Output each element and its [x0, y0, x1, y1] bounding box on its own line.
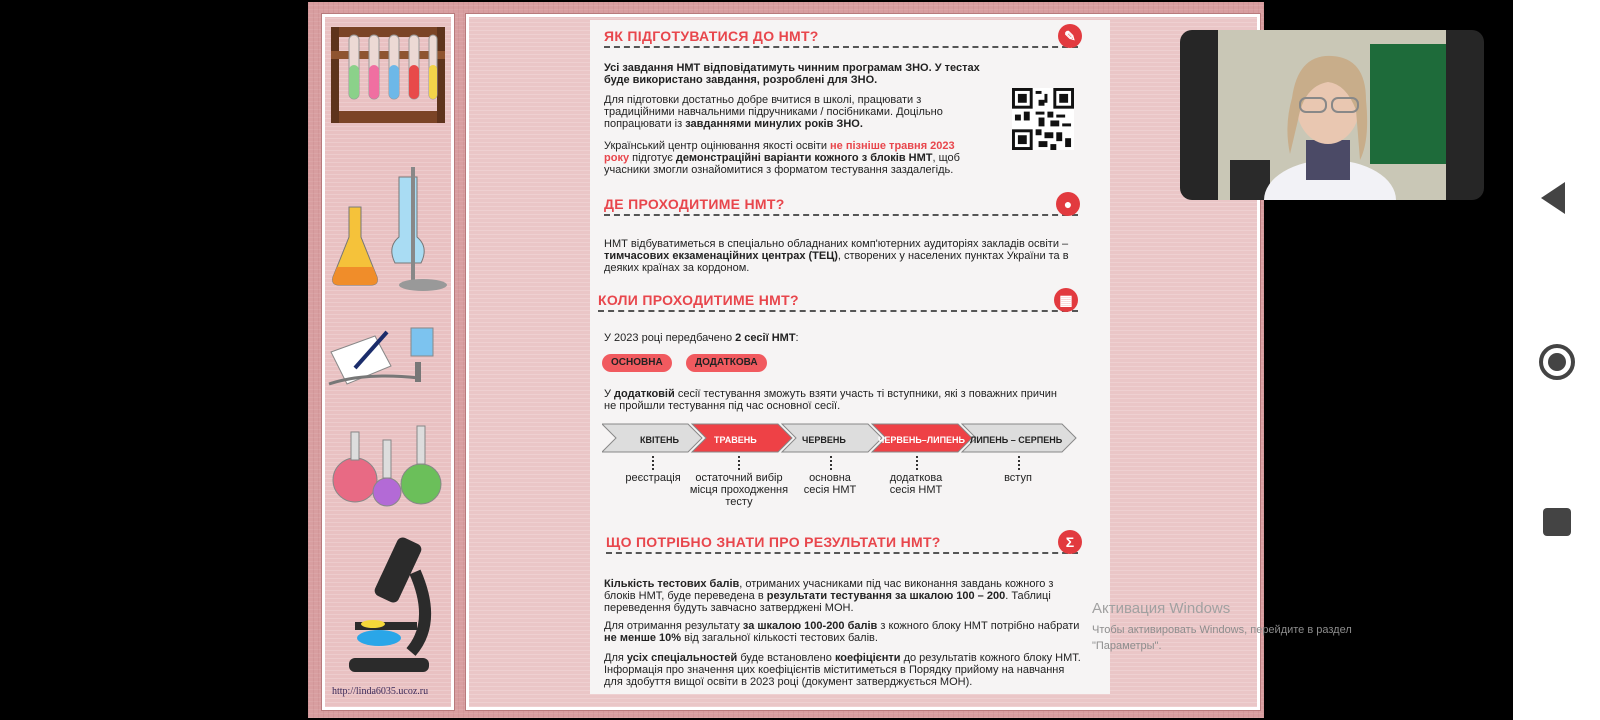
section-text: НМТ відбуватиметься в спеціально обладнаних комп'ютерних аудиторіях закладів освіти – тимчасових екзаменаційних центрах (ТЕЦ), створених у населених пунктах України та в деяких країнах за кордоном. — [604, 238, 1069, 274]
decorative-sidebar — [322, 14, 454, 710]
section-text: У 2023 році передбачено 2 сесії НМТ: — [604, 332, 799, 344]
timeline-label: ЧЕРВЕНЬ — [802, 435, 846, 445]
timeline-caption: вступ — [1004, 472, 1032, 484]
back-icon[interactable] — [1537, 178, 1577, 218]
section-text: Для усіх спеціальностей буде встановлено коефіцієнти до результатів кожного блоку НМТ. Інформація про значення цих коефіцієнтів міститиметься в Порядку прийому на навчання для здобуття вищої освіти в 2023 році (документ затверджується МОН). — [604, 652, 1081, 688]
recent-apps-icon[interactable] — [1537, 502, 1577, 542]
section-title: ЯК ПІДГОТУВАТИСЯ ДО НМТ? — [604, 30, 1078, 48]
timeline-caption: додаткова сесія НМТ — [889, 472, 943, 496]
timeline-dots — [916, 456, 920, 470]
section-text: Для отримання результату за шкалою 100-200 балів з кожного блоку НМТ потрібно набрати не менше 10% від загальної кількості тестових балів. — [604, 620, 1080, 644]
section-text: Український центр оцінювання якості освіти не пізніше травня 2023 року підготує демонстраційні варіанти кожного з блоків НМТ, щоб учасники змогли ознайомитися з форматом тестування заздалегідь. — [604, 140, 960, 176]
qr-code-icon[interactable] — [1012, 88, 1074, 150]
flask-icon — [325, 167, 451, 297]
calendar-icon: ▦ — [1054, 288, 1078, 312]
microscope-icon — [325, 532, 451, 682]
round-flasks-icon — [325, 422, 451, 512]
windows-activation-line: "Параметры". — [1092, 640, 1162, 652]
timeline-label: КВІТЕНЬ — [640, 435, 679, 445]
timeline-label: ЛИПЕНЬ – СЕРПЕНЬ — [970, 435, 1063, 445]
section-title: КОЛИ ПРОХОДИТИМЕ НМТ? — [598, 294, 1078, 312]
location-pin-icon: ● — [1056, 192, 1080, 216]
book-icon: ✎ — [1058, 24, 1082, 48]
lab-notes-icon — [325, 322, 451, 402]
session-pill-main: ОСНОВНА — [602, 354, 672, 372]
nmt-info-document — [590, 20, 1110, 694]
test-tube-rack-icon — [325, 21, 451, 131]
timeline-dots — [652, 456, 656, 470]
windows-activation-title: Активация Windows — [1092, 600, 1231, 617]
android-navigation-bar — [1513, 0, 1600, 720]
timeline-caption: реєстрація — [625, 472, 681, 484]
home-icon[interactable] — [1537, 342, 1577, 382]
presenter-video-icon — [1180, 30, 1484, 200]
windows-activation-line: Чтобы активировать Windows, перейдите в раздел — [1092, 624, 1352, 636]
section-text: Кількість тестових балів, отриманих учасниками під час виконання завдань кожного з блоків НМТ, буде переведена в результати тестування за шкалою 100 – 200. Таблиці переведення будуть завчасно затверджені МОН. — [604, 578, 1054, 614]
timeline-dots — [830, 456, 834, 470]
section-text: Усі завдання НМТ відповідатимуть чинним програмам ЗНО. У тестах буде використано завдання, розроблені для ЗНО. — [604, 62, 980, 86]
section-title: ЩО ПОТРІБНО ЗНАТИ ПРО РЕЗУЛЬТАТИ НМТ? — [606, 536, 1078, 554]
sigma-icon: Σ — [1058, 530, 1082, 554]
section-title: ДЕ ПРОХОДИТИМЕ НМТ? — [604, 198, 1078, 216]
video-call-thumbnail[interactable] — [1180, 30, 1484, 200]
timeline-dots — [738, 456, 742, 470]
windows-activation-text — [1092, 622, 1352, 654]
session-pill-additional: ДОДАТКОВА — [686, 354, 767, 372]
section-text: Для підготовки достатньо добре вчитися в школі, працювати з традиційними навчальними підручниками / посібниками. Доцільно попрацювати із завданнями минулих років ЗНО. — [604, 94, 943, 130]
timeline-label: ЧЕРВЕНЬ–ЛИПЕНЬ — [878, 435, 966, 445]
timeline-label: ТРАВЕНЬ — [714, 435, 757, 445]
timeline-dots — [1018, 456, 1022, 470]
timeline-caption: основна сесія НМТ — [803, 472, 857, 496]
site-link[interactable]: http://linda6035.ucoz.ru — [332, 686, 429, 697]
section-text: У додатковій сесії тестування зможуть взяти участь ті вступники, які з поважних причин не пройшли тестування під час основної сесії. — [604, 388, 1057, 412]
timeline-caption: остаточний вибір місця проходження тесту — [689, 472, 789, 508]
